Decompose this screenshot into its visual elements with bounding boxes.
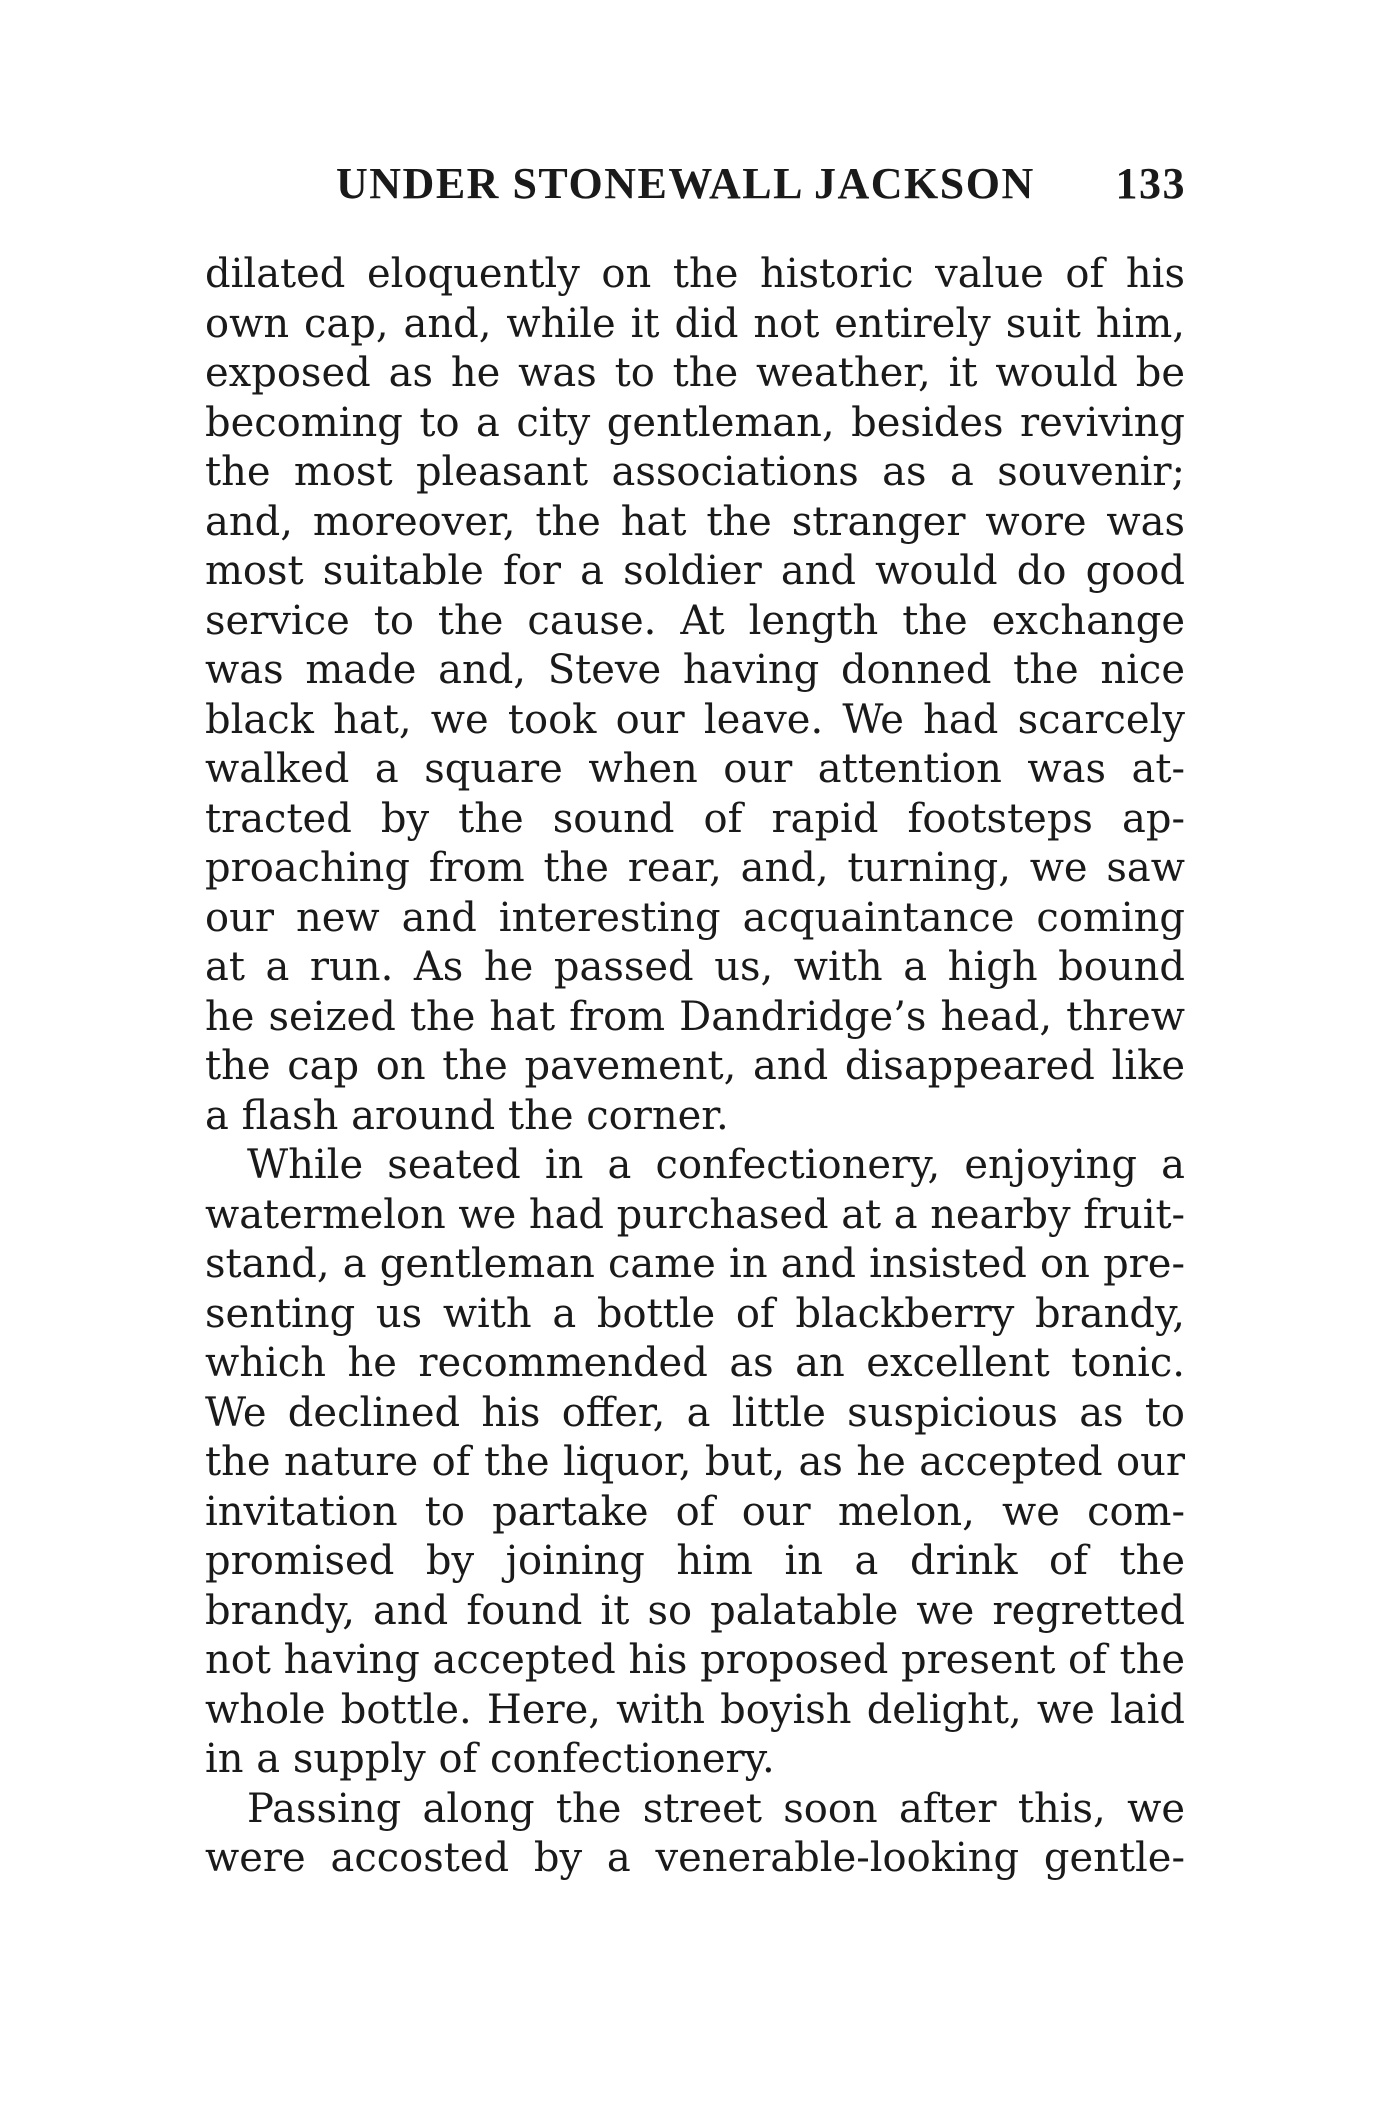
text-line: proaching from the rear, and, turning, we saw — [205, 845, 1185, 891]
text-line: own cap, and, while it did not entirely suit him, — [205, 300, 1185, 347]
text-line: the most pleasant associations as a souvenir; — [205, 449, 1185, 495]
text-line: Passing along the street soon after this, we — [247, 1785, 1185, 1832]
text-line: the cap on the pavement, and disappeared like — [205, 1043, 1185, 1089]
text-line: dilated eloquently on the historic value of his — [205, 251, 1185, 297]
text-line: exposed as he was to the weather, it would be — [205, 350, 1185, 396]
text-line: tracted by the sound of rapid footsteps ap- — [205, 795, 1185, 842]
text-line: were accosted by a venerable-looking gentle- — [205, 1835, 1185, 1881]
text-line: he seized the hat from Dandridge’s head, threw — [205, 993, 1185, 1040]
text-line: the nature of the liquor, but, as he accepted our — [205, 1439, 1185, 1485]
text-line: walked a square when our attention was at- — [205, 746, 1185, 792]
text-line: not having accepted his proposed present of the — [205, 1637, 1186, 1683]
text-line: our new and interesting acquaintance coming — [205, 894, 1185, 941]
text-line: service to the cause. At length the exchange — [205, 597, 1185, 644]
text-line: black hat, we took our leave. We had scarcely — [205, 696, 1185, 743]
text-line: was made and, Steve having donned the nice — [205, 647, 1185, 693]
text-line: promised by joining him in a drink of the — [205, 1538, 1185, 1584]
running-head: UNDER STONEWALL JACKSON — [336, 159, 1035, 208]
text-line: whole bottle. Here, with boyish delight, we laid — [205, 1686, 1185, 1733]
text-line: becoming to a city gentleman, besides reviving — [205, 399, 1185, 446]
text-line: most suitable for a soldier and would do good — [205, 548, 1185, 594]
text-line: stand, a gentleman came in and insisted on pre- — [205, 1241, 1185, 1287]
page-header — [336, 158, 1186, 218]
text-line: in a supply of confectionery. — [205, 1736, 775, 1782]
text-line: at a run. As he passed us, with a high bound — [205, 944, 1185, 990]
text-line: We declined his offer, a little suspicious as to — [205, 1389, 1185, 1436]
text-line: watermelon we had purchased at a nearby fruit- — [205, 1191, 1185, 1238]
text-line: a flash around the corner. — [205, 1092, 729, 1139]
body-text — [205, 250, 1185, 1884]
text-line: senting us with a bottle of blackberry brandy, — [205, 1290, 1185, 1337]
text-line: brandy, and found it so palatable we regretted — [205, 1587, 1185, 1634]
text-line: invitation to partake of our melon, we com- — [205, 1488, 1185, 1535]
text-line: which he recommended as an excellent tonic. — [205, 1340, 1185, 1386]
text-line: While seated in a confectionery, enjoying a — [247, 1142, 1185, 1188]
text-line: and, moreover, the hat the stranger wore was — [205, 498, 1185, 545]
page-number: 133 — [1115, 159, 1186, 208]
